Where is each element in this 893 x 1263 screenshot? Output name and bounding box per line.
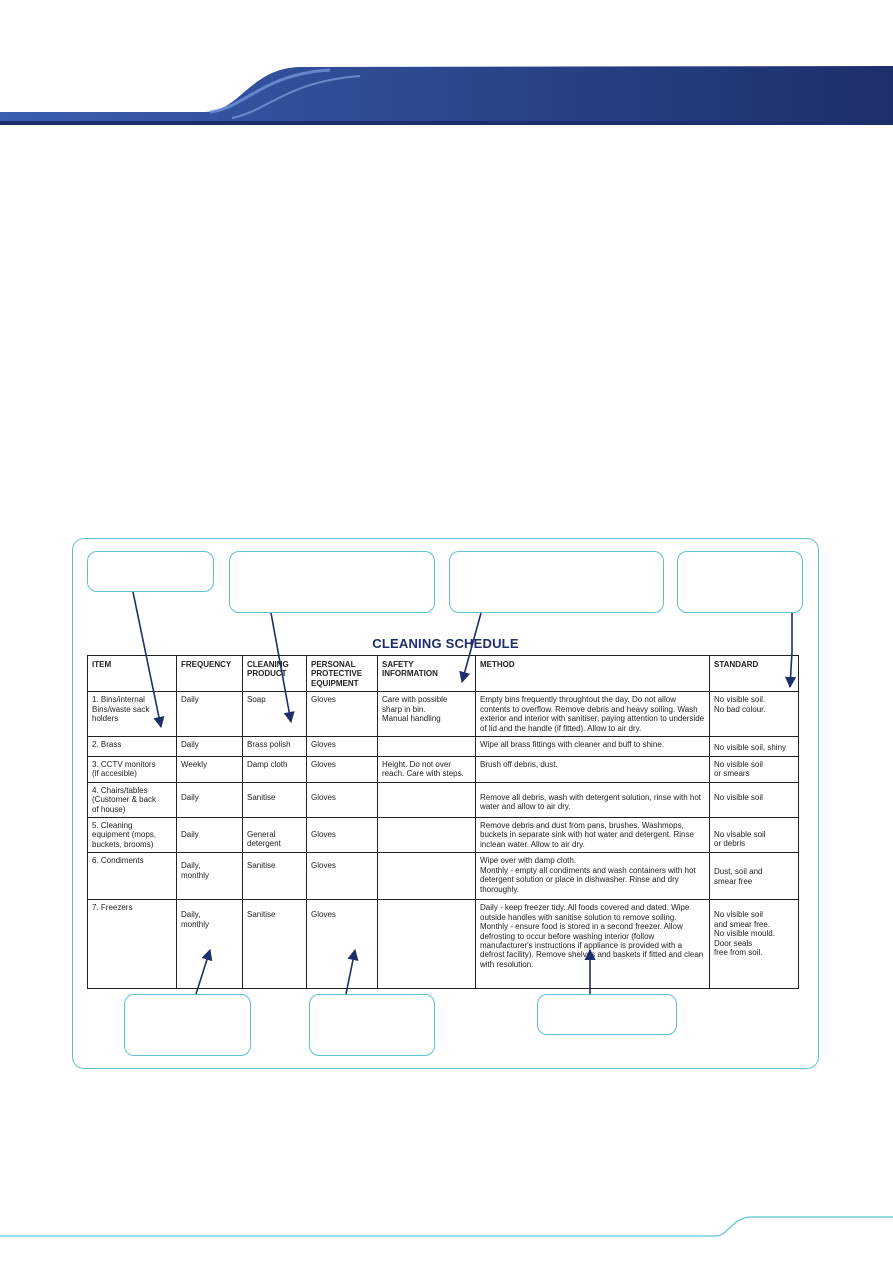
cell-cleaning-product: Soap: [243, 692, 307, 737]
cell-item: 1. Bins/internal Bins/waste sack holders: [88, 692, 177, 737]
header-item: ITEM: [88, 656, 177, 692]
callout-box-method: [537, 994, 677, 1035]
cell-safety: [378, 737, 476, 756]
cell-standard: No visible soil, shiny: [710, 737, 799, 756]
cell-frequency: Daily: [177, 782, 243, 817]
cell-item: 6. Condiments: [88, 853, 177, 900]
cell-safety: [378, 817, 476, 852]
table-row: [88, 900, 799, 989]
cell-item: 4. Chairs/tables (Customer & back of house): [88, 782, 177, 817]
cell-ppe: Gloves: [307, 737, 378, 756]
cell-frequency: Daily, monthly: [177, 900, 243, 989]
table-row: [88, 692, 799, 737]
table-header-row: [88, 656, 799, 692]
cell-standard: Dust, soil and smear free: [710, 853, 799, 900]
table-row: [88, 817, 799, 852]
cell-frequency: Daily, monthly: [177, 853, 243, 900]
cell-item: 7. Freezers: [88, 900, 177, 989]
cell-cleaning-product: Sanitise: [243, 900, 307, 989]
cell-safety: [378, 782, 476, 817]
callout-box-standard: [677, 551, 803, 613]
cell-ppe: Gloves: [307, 853, 378, 900]
cell-frequency: Daily: [177, 692, 243, 737]
cell-standard: No visible soil or smears: [710, 756, 799, 782]
header-ppe: PERSONAL PROTECTIVE EQUIPMENT: [307, 656, 378, 692]
cell-cleaning-product: Brass polish: [243, 737, 307, 756]
header-cleaning-product: CLEANING PRODUCT: [243, 656, 307, 692]
footer-decorative-line: [0, 1205, 893, 1263]
cell-item: 2. Brass: [88, 737, 177, 756]
cell-method: Wipe all brass fittings with cleaner and buff to shine.: [476, 737, 710, 756]
cell-method: Empty bins frequently throughtout the day. Do not allow contents to overflow. Remove debris and heavy soiling. Wash exterior and interior with sanitiser, paying attention to underside of lid and the handle (if fitted). Allow to air dry.: [476, 692, 710, 737]
callout-box-safety-information: [449, 551, 664, 613]
cell-cleaning-product: Damp cloth: [243, 756, 307, 782]
cell-ppe: Gloves: [307, 900, 378, 989]
header-safety-information: SAFETY INFORMATION: [378, 656, 476, 692]
callout-box-cleaning-product: [229, 551, 435, 613]
cell-cleaning-product: General detergent: [243, 817, 307, 852]
cell-frequency: Weekly: [177, 756, 243, 782]
cell-cleaning-product: Sanitise: [243, 853, 307, 900]
cell-ppe: Gloves: [307, 782, 378, 817]
cell-safety: [378, 900, 476, 989]
cell-method: Brush off debris, dust.: [476, 756, 710, 782]
header-method: METHOD: [476, 656, 710, 692]
table-row: [88, 853, 799, 900]
cell-standard: No visible soil and smear free. No visible mould. Door seals free from soil.: [710, 900, 799, 989]
table-row: [88, 756, 799, 782]
cell-safety: [378, 853, 476, 900]
cell-method: Remove all debris, wash with detergent solution, rinse with hot water and allow to air dry.: [476, 782, 710, 817]
cell-safety: Care with possible sharp in bin. Manual handling: [378, 692, 476, 737]
callout-box-item: [87, 551, 214, 592]
cell-cleaning-product: Sanitise: [243, 782, 307, 817]
cell-frequency: Daily: [177, 737, 243, 756]
cell-item: 3. CCTV monitors (if accesible): [88, 756, 177, 782]
cell-ppe: Gloves: [307, 817, 378, 852]
cell-method: Remove debris and dust from pans, brushes. Washmops, buckets in separate sink with hot water and detergent. Rinse inclean water. Allow to air dry.: [476, 817, 710, 852]
cell-item: 5. Cleaning equipment (mops, buckets, brooms): [88, 817, 177, 852]
cell-frequency: Daily: [177, 817, 243, 852]
cell-method: Wipe over with damp cloth. Monthly - empty all condiments and wash containers with hot detergent solution or place in dishwasher. Rinse and dry thoroughly.: [476, 853, 710, 900]
cell-ppe: Gloves: [307, 756, 378, 782]
cell-safety: Height. Do not over reach. Care with steps.: [378, 756, 476, 782]
header-standard: STANDARD: [710, 656, 799, 692]
cell-standard: No visable soil or debris: [710, 817, 799, 852]
cleaning-schedule-table: [87, 655, 799, 989]
cell-standard: No visible soil: [710, 782, 799, 817]
table-row: [88, 782, 799, 817]
header-frequency: FREQUENCY: [177, 656, 243, 692]
cell-method: Daily - keep freezer tidy. All foods covered and dated. Wipe outside handles with sanitise solution to remove soiling. Monthly - ensure food is stored in a second freezer. Allow defrosting to occur before washing interior (follow manufacturer's instructions if appliance is provided with a defrost facility). Remove shelves and baskets if fitted and clean with resolution.: [476, 900, 710, 989]
header-decorative-banner: [0, 0, 893, 130]
cell-ppe: Gloves: [307, 692, 378, 737]
table-row: [88, 737, 799, 756]
cell-standard: No visible soil. No bad colour.: [710, 692, 799, 737]
schedule-title: CLEANING SCHEDULE: [372, 636, 519, 651]
callout-box-ppe: [309, 994, 435, 1056]
callout-box-frequency: [124, 994, 251, 1056]
